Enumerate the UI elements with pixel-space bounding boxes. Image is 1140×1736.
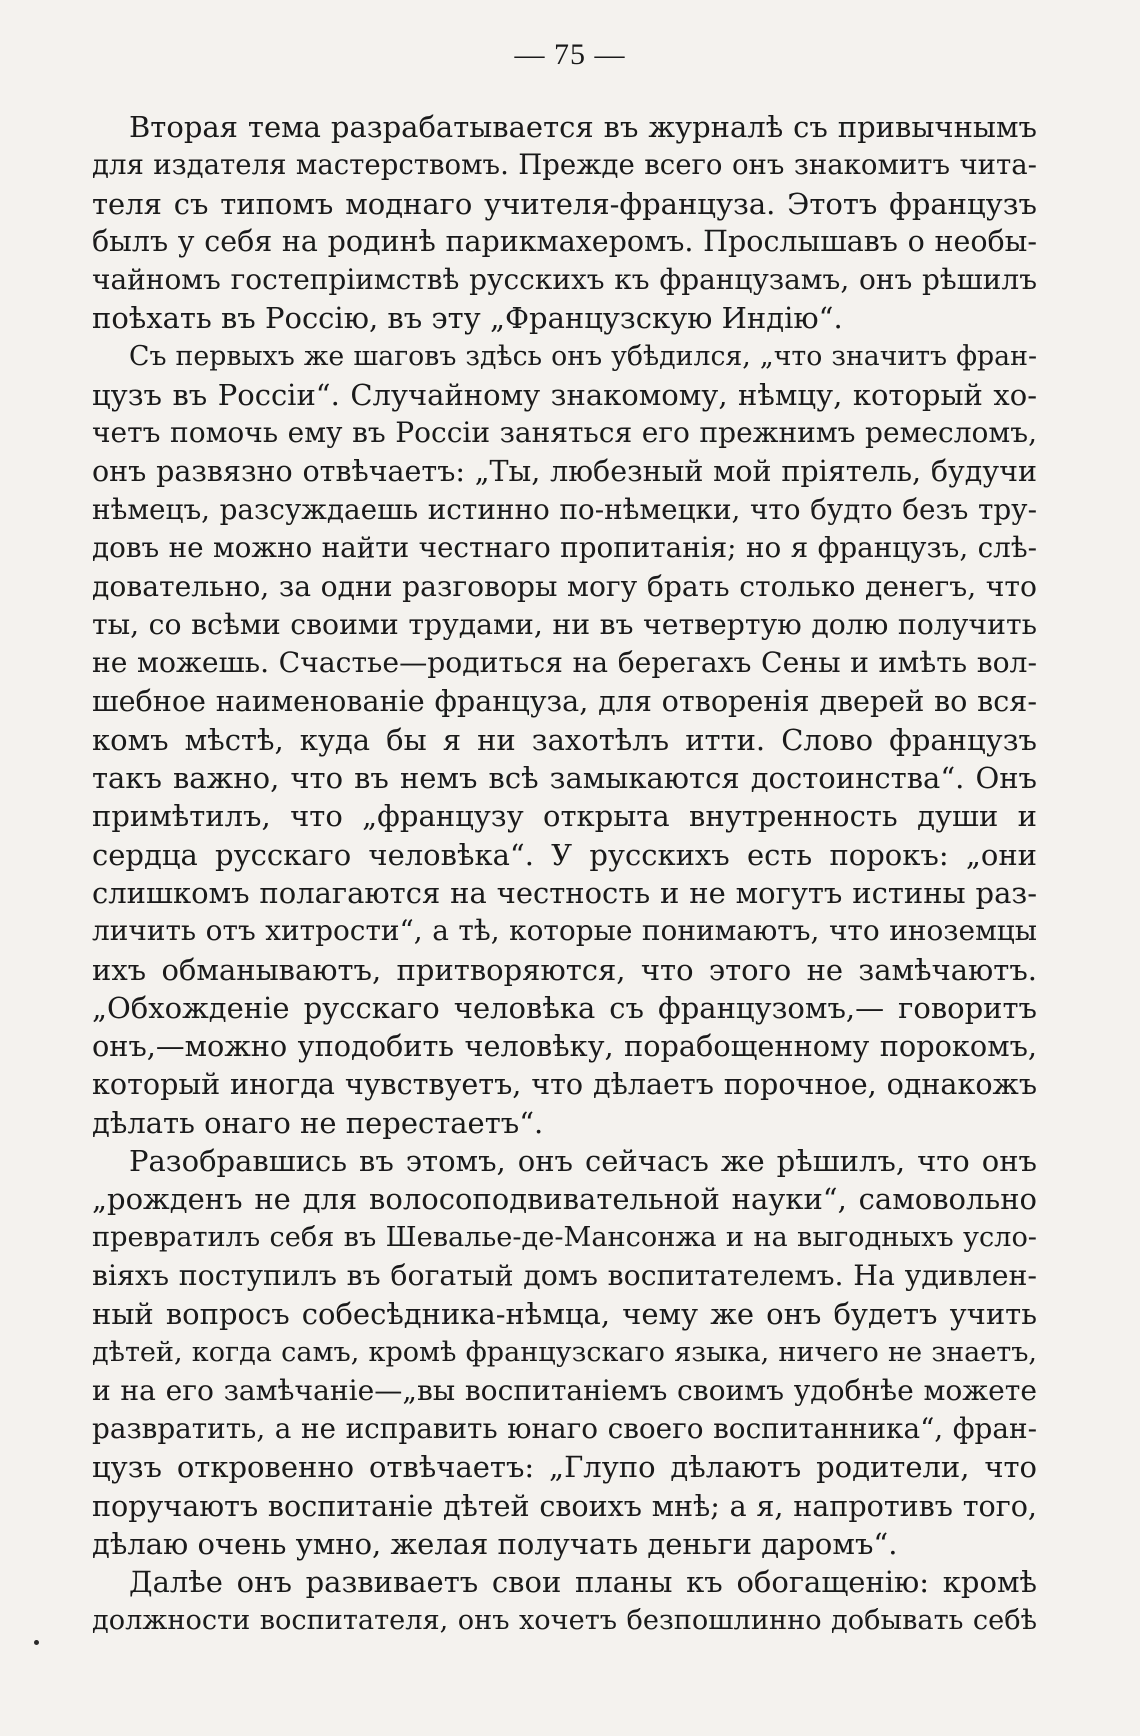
text-line: онъ,—можно уподобить человѣку, порабощенному порокомъ, — [92, 1029, 1037, 1064]
text-line: такъ важно, что въ немъ всѣ замыкаются достоинства“. Онъ — [92, 761, 1037, 796]
text-line: ихъ обманываютъ, притворяются, что этого не замѣчаютъ. — [92, 952, 1037, 987]
text-line: превратилъ себя въ Шевалье-де-Мансонжа и на выгодныхъ усло- — [92, 1221, 1037, 1253]
text-line: „Обхожденіе русскаго человѣка съ французомъ,— говоритъ — [92, 990, 1037, 1025]
text-line: довательно, за одни разговоры могу брать столько денегъ, что — [92, 569, 1037, 603]
text-line: Съ первыхъ же шаговъ здѣсь онъ убѣдился, „что значитъ фран- — [129, 340, 1037, 372]
text-line: четъ помочь ему въ Россіи заняться его прежнимъ ремесломъ, — [92, 416, 1037, 450]
text-line: не можешь. Счастье—родиться на берегахъ Сены и имѣть вол- — [92, 646, 1037, 680]
text-line: который иногда чувствуетъ, что дѣлаетъ порочное, однакожъ — [92, 1067, 1037, 1102]
text-line: „рожденъ не для волосоподвивательной науки“, самовольно — [92, 1182, 1037, 1217]
body-text — [92, 108, 1037, 1640]
text-line: цузъ откровенно отвѣчаетъ: „Глупо дѣлаютъ родители, что — [92, 1450, 1037, 1485]
scan-speck — [34, 1640, 39, 1645]
text-line: поручаютъ воспитаніе дѣтей своихъ мнѣ; а я, напротивъ того, — [92, 1488, 1037, 1523]
text-line: развратить, а не исправить юнаго своего воспитанника“, фран- — [92, 1412, 1037, 1446]
text-line: ты, со всѣми своими трудами, ни въ четвертую долю получить — [92, 607, 1037, 641]
text-line: дѣлаю очень умно, желая получать деньги даромъ“. — [92, 1526, 898, 1561]
text-line: слишкомъ полагаются на честность и не могутъ истины раз- — [92, 875, 1037, 910]
text-line: дѣлать онаго не перестаетъ“. — [92, 1105, 544, 1140]
text-line: дѣтей, когда самъ, кромѣ французскаго языка, ничего не знаетъ, — [92, 1336, 1037, 1368]
text-line: ный вопросъ собесѣдника-нѣмца, чему же онъ будетъ учить — [92, 1297, 1037, 1332]
text-line: нѣмецъ, разсуждаешь истинно по-нѣмецки, что будто безъ тру- — [92, 492, 1037, 526]
text-line: примѣтилъ, что „французу открыта внутренность души и — [92, 799, 1037, 834]
text-line: віяхъ поступилъ въ богатый домъ воспитателемъ. На удивлен- — [92, 1258, 1037, 1292]
text-line: комъ мѣстѣ, куда бы я ни захотѣлъ итти. Слово французъ — [92, 722, 1037, 757]
text-line: личить отъ хитрости“, а тѣ, которые понимаютъ, что иноземцы — [92, 914, 1037, 948]
text-line: шебное наименованіе француза, для отворенія дверей во вся- — [92, 684, 1037, 719]
text-line: цузъ въ Россіи“. Случайному знакомому, нѣмцу, который хо- — [92, 378, 1037, 413]
text-line: должности воспитателя, онъ хочетъ безпошлинно добывать себѣ — [92, 1604, 1037, 1636]
text-line: чайномъ гостепріимствѣ русскихъ къ французамъ, онъ рѣшилъ — [92, 263, 1037, 297]
text-line: поѣхать въ Россію, въ эту „Французскую Индію“. — [92, 301, 843, 336]
text-line: Далѣе онъ развиваетъ свои планы къ обогащенію: кромѣ — [129, 1565, 1037, 1600]
text-line: для издателя мастерствомъ. Прежде всего онъ знакомитъ чита- — [92, 149, 1037, 182]
text-line: довъ не можно найти честнаго пропитанія; но я французъ, слѣ- — [92, 531, 1037, 565]
text-line: и на его замѣчаніе—„вы воспитаніемъ своимъ удобнѣе можете — [92, 1373, 1037, 1407]
paragraph — [92, 1563, 1037, 1640]
paragraph — [92, 1142, 1037, 1563]
text-line: теля съ типомъ моднаго учителя-француза. Этотъ французъ — [92, 186, 1037, 221]
page-number: — 75 — — [514, 38, 626, 71]
paragraph — [92, 108, 1037, 338]
text-line: Разобравшись въ этомъ, онъ сейчасъ же рѣшилъ, что онъ — [129, 1144, 1037, 1179]
text-line: Вторая тема разрабатывается въ журналѣ съ привычнымъ — [129, 110, 1037, 144]
paragraph — [92, 338, 1037, 1142]
text-line: сердца русскаго человѣка“. У русскихъ есть порокъ: „они — [92, 837, 1037, 872]
text-line: онъ развязно отвѣчаетъ: „Ты, любезный мой пріятель, будучи — [92, 454, 1037, 488]
text-line: былъ у себя на родинѣ парикмахеромъ. Прослышавъ о необы- — [92, 224, 1037, 258]
